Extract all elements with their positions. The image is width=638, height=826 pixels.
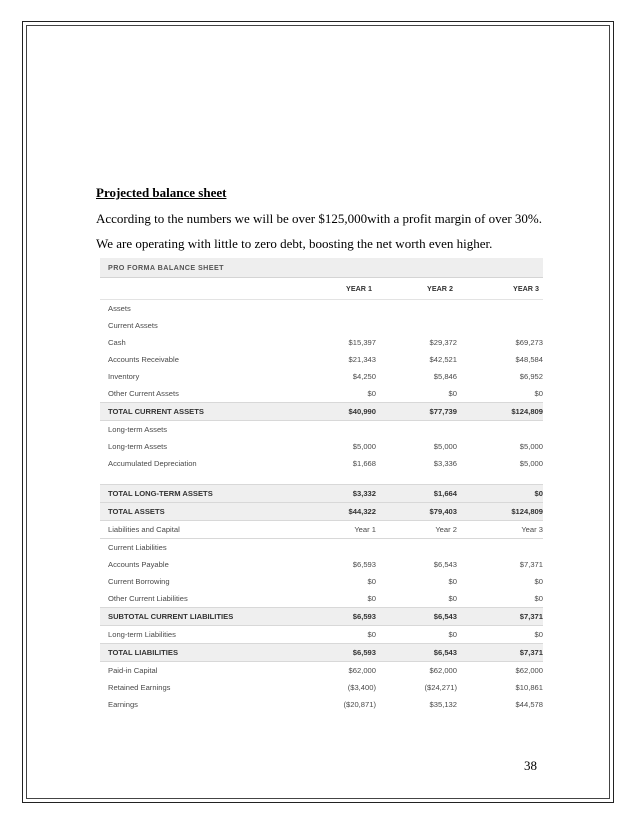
table-row <box>100 626 543 644</box>
row-label: Earnings <box>108 700 138 709</box>
table-row <box>100 644 543 662</box>
cell-value: $77,739 <box>376 403 457 421</box>
spacer-row <box>100 472 543 485</box>
cell-value: $0 <box>534 577 543 586</box>
cell-value: $6,543 <box>433 560 457 569</box>
cell-value: $6,593 <box>300 644 376 662</box>
row-label: TOTAL LONG-TERM ASSETS <box>100 485 300 503</box>
table-row <box>100 317 543 334</box>
cell-value: $15,397 <box>348 338 376 347</box>
cell-value: $48,584 <box>515 355 543 364</box>
cell-value: $7,371 <box>457 644 543 662</box>
cell-value: ($20,871) <box>343 700 376 709</box>
row-label: TOTAL CURRENT ASSETS <box>100 403 300 421</box>
cell-value: $0 <box>367 577 376 586</box>
cell-value: $0 <box>376 626 457 644</box>
cell-value: ($24,271) <box>424 683 457 692</box>
table-row <box>100 300 543 318</box>
paragraph-profit: According to the numbers we will be over $125,000with a profit margin of over 30%. <box>96 211 542 226</box>
cell-value: $6,543 <box>376 608 457 626</box>
row-label: Paid-in Capital <box>108 666 158 675</box>
cell-value: $0 <box>300 626 376 644</box>
row-label: Other Current Liabilities <box>108 594 188 603</box>
table-row <box>100 503 543 521</box>
row-label: Current Assets <box>108 321 158 330</box>
row-label: Accounts Payable <box>108 560 169 569</box>
table-row <box>100 590 543 608</box>
cell-value <box>300 300 376 318</box>
row-label: Current Liabilities <box>108 543 167 552</box>
row-label: Accumulated Depreciation <box>108 459 197 468</box>
row-label: Retained Earnings <box>108 683 171 692</box>
cell-value: $0 <box>448 389 457 398</box>
table-row <box>100 662 543 680</box>
row-label: TOTAL LIABILITIES <box>100 644 300 662</box>
row-label: Long-term Assets <box>108 425 168 434</box>
row-label: Long-term Liabilities <box>100 626 300 644</box>
cell-value: $0 <box>367 389 376 398</box>
cell-value: $0 <box>448 594 457 603</box>
cell-value: $35,132 <box>429 700 457 709</box>
cell-value: $62,000 <box>429 666 457 675</box>
cell-value: $124,809 <box>457 503 543 521</box>
column-header: YEAR 2 <box>427 284 453 293</box>
row-label: Current Borrowing <box>108 577 170 586</box>
table-row <box>100 539 543 557</box>
row-label: Cash <box>108 338 126 347</box>
table-header-row <box>100 278 543 300</box>
table-row <box>100 485 543 503</box>
cell-value <box>376 539 457 557</box>
cell-value: $69,273 <box>515 338 543 347</box>
cell-value: $79,403 <box>376 503 457 521</box>
cell-value: $3,336 <box>433 459 457 468</box>
cell-value: $5,000 <box>433 442 457 451</box>
cell-value: $0 <box>457 626 543 644</box>
cell-value: $1,668 <box>352 459 376 468</box>
row-label: Long-term Assets <box>108 442 168 451</box>
table-row <box>100 679 543 696</box>
cell-value: $5,000 <box>519 459 543 468</box>
cell-value: $0 <box>457 485 543 503</box>
column-header: YEAR 3 <box>513 284 539 293</box>
row-label: Accounts Receivable <box>108 355 179 364</box>
cell-value: $44,322 <box>300 503 376 521</box>
cell-value: $6,593 <box>300 608 376 626</box>
balance-sheet-table <box>100 258 543 713</box>
paragraph-debt: We are operating with little to zero debt, boosting the net worth even higher. <box>96 236 493 251</box>
cell-value: $124,809 <box>457 403 543 421</box>
cell-value: $5,000 <box>352 442 376 451</box>
table-row <box>100 403 543 421</box>
section-heading: Projected balance sheet <box>96 185 227 200</box>
cell-value: $6,952 <box>519 372 543 381</box>
cell-value <box>457 539 543 557</box>
cell-value: Year 1 <box>300 521 376 539</box>
cell-value: $44,578 <box>515 700 543 709</box>
table-row <box>100 368 543 385</box>
cell-value: $29,372 <box>429 338 457 347</box>
table-row <box>100 334 543 351</box>
cell-value: $5,000 <box>519 442 543 451</box>
table-row <box>100 521 543 539</box>
cell-value <box>376 421 457 439</box>
cell-value: $62,000 <box>515 666 543 675</box>
cell-value <box>457 421 543 439</box>
table-row <box>100 385 543 403</box>
cell-value: $7,371 <box>519 560 543 569</box>
table-row <box>100 696 543 713</box>
cell-value: $0 <box>448 577 457 586</box>
cell-value <box>457 317 543 334</box>
table-row <box>100 351 543 368</box>
column-header: YEAR 1 <box>346 284 372 293</box>
cell-value <box>457 300 543 318</box>
cell-value: $40,990 <box>300 403 376 421</box>
table-row <box>100 438 543 455</box>
table-row <box>100 421 543 439</box>
cell-value: $0 <box>534 594 543 603</box>
cell-value: $3,332 <box>300 485 376 503</box>
cell-value: Year 3 <box>457 521 543 539</box>
table-title: PRO FORMA BALANCE SHEET <box>100 258 543 278</box>
cell-value: $10,861 <box>515 683 543 692</box>
cell-value <box>300 421 376 439</box>
row-label: Liabilities and Capital <box>100 521 300 539</box>
row-label: Other Current Assets <box>108 389 179 398</box>
cell-value: $62,000 <box>348 666 376 675</box>
table-row <box>100 608 543 626</box>
table-row <box>100 455 543 472</box>
cell-value <box>300 317 376 334</box>
row-label: Assets <box>108 304 131 313</box>
row-label: TOTAL ASSETS <box>100 503 300 521</box>
cell-value: $1,664 <box>376 485 457 503</box>
cell-value: $5,846 <box>433 372 457 381</box>
cell-value: $0 <box>534 389 543 398</box>
cell-value: $7,371 <box>457 608 543 626</box>
cell-value: Year 2 <box>376 521 457 539</box>
cell-value: ($3,400) <box>347 683 376 692</box>
cell-value: $42,521 <box>429 355 457 364</box>
row-label: SUBTOTAL CURRENT LIABILITIES <box>100 608 300 626</box>
cell-value <box>300 539 376 557</box>
row-label: Inventory <box>108 372 140 381</box>
table-row <box>100 556 543 573</box>
cell-value: $4,250 <box>352 372 376 381</box>
page-number: 38 <box>524 758 537 773</box>
cell-value: $21,343 <box>348 355 376 364</box>
cell-value: $6,543 <box>376 644 457 662</box>
cell-value <box>376 300 457 318</box>
cell-value <box>376 317 457 334</box>
cell-value: $0 <box>367 594 376 603</box>
table-row <box>100 573 543 590</box>
cell-value: $6,593 <box>352 560 376 569</box>
